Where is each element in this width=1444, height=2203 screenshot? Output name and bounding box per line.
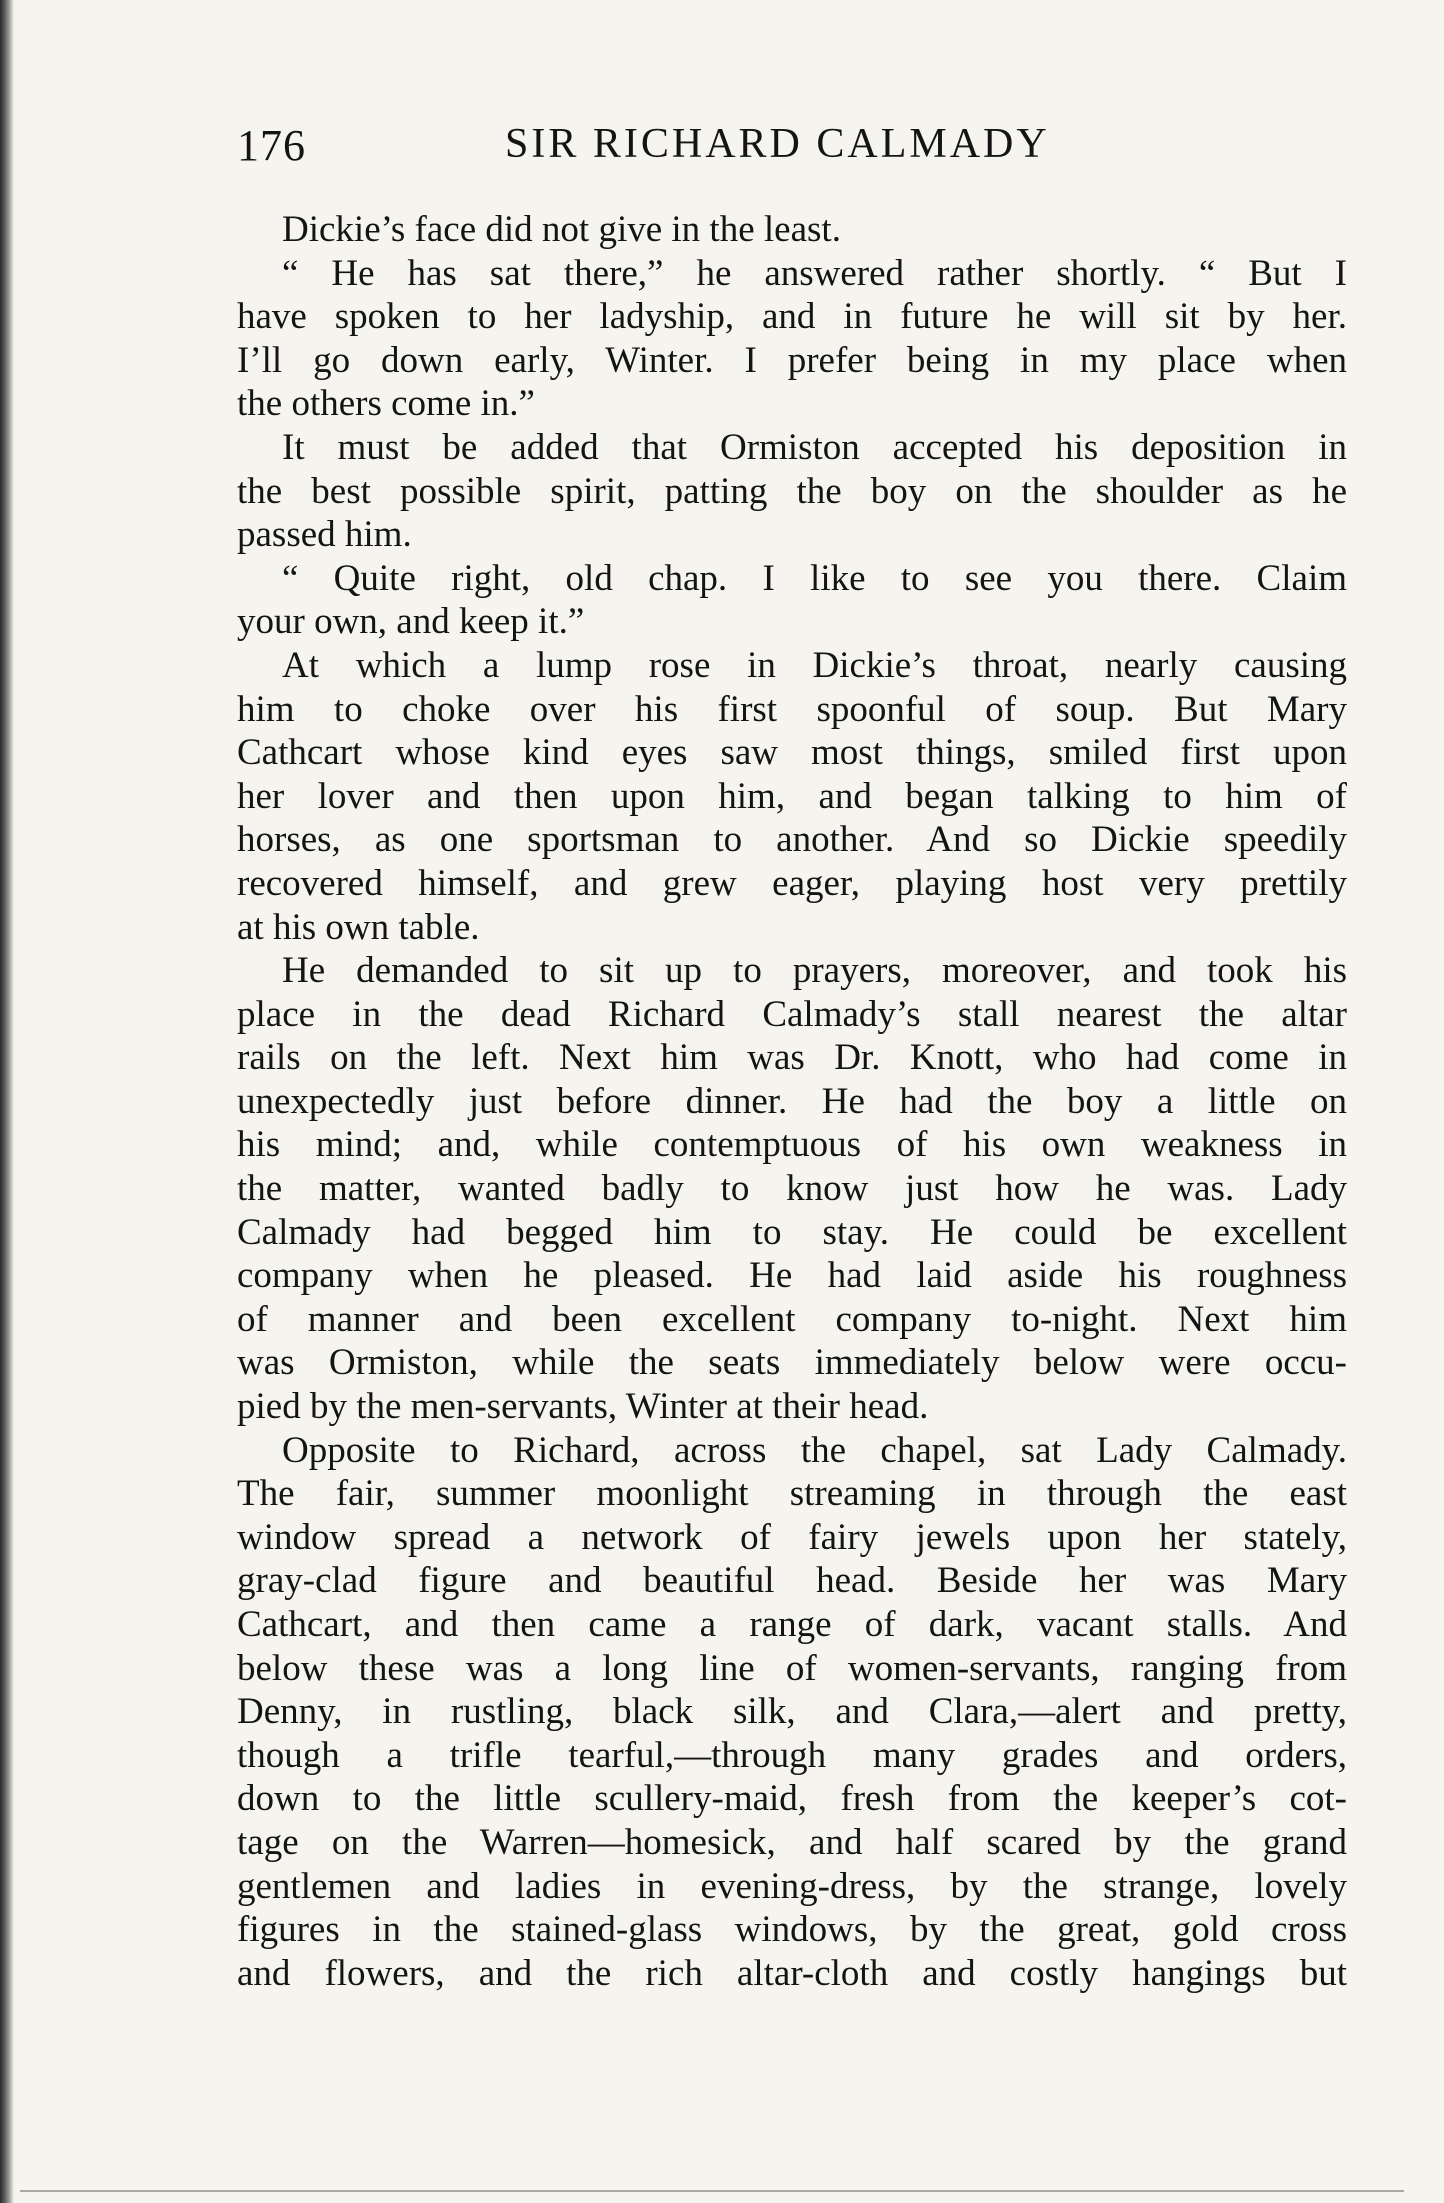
text-line: the matter, wanted badly to know just how he was. Lady xyxy=(237,1168,1347,1210)
text-line: tage on the Warren—homesick, and half scared by the grand xyxy=(237,1821,1347,1863)
text-line: It must be added that Ormiston accepted his deposition in xyxy=(282,426,1347,468)
text-line: him to choke over his first spoonful of soup. But Mary xyxy=(237,688,1347,730)
body-text xyxy=(237,208,1347,1995)
text-line: pied by the men-servants, Winter at their head. xyxy=(237,1386,929,1428)
text-line: window spread a network of fairy jewels upon her stately, xyxy=(237,1516,1347,1558)
text-line: the others come in.” xyxy=(237,383,535,425)
text-line: He demanded to sit up to prayers, moreover, and took his xyxy=(282,950,1347,992)
text-line: “ Quite right, old chap. I like to see you there. Claim xyxy=(282,557,1347,599)
text-line: below these was a long line of women-servants, ranging from xyxy=(237,1647,1347,1689)
text-line: rails on the left. Next him was Dr. Knott, who had come in xyxy=(237,1037,1347,1079)
text-line: down to the little scullery-maid, fresh from the keeper’s cot- xyxy=(237,1778,1347,1820)
text-line: Opposite to Richard, across the chapel, sat Lady Calmady. xyxy=(282,1429,1347,1471)
page-bottom-edge xyxy=(20,2190,1404,2192)
text-line: Calmady had begged him to stay. He could be excellent xyxy=(237,1211,1347,1253)
text-line: “ He has sat there,” he answered rather shortly. “ But I xyxy=(282,252,1347,294)
text-line: Dickie’s face did not give in the least. xyxy=(282,209,841,250)
text-line: and flowers, and the rich altar-cloth and costly hangings but xyxy=(237,1952,1347,1994)
text-line: recovered himself, and grew eager, playing host very prettily xyxy=(237,862,1347,904)
text-line: have spoken to her ladyship, and in future he will sit by her. xyxy=(237,296,1347,338)
text-line: of manner and been excellent company to-night. Next him xyxy=(237,1298,1347,1340)
text-line: figures in the stained-glass windows, by the great, gold cross xyxy=(237,1909,1347,1951)
text-line: unexpectedly just before dinner. He had the boy a little on xyxy=(237,1080,1347,1122)
text-line: I’ll go down early, Winter. I prefer being in my place when xyxy=(237,339,1347,381)
text-line: at his own table. xyxy=(237,906,480,948)
text-line: passed him. xyxy=(237,514,412,556)
text-line: Cathcart whose kind eyes saw most things, smiled first upon xyxy=(237,732,1347,774)
text-line: was Ormiston, while the seats immediately below were occu- xyxy=(237,1342,1347,1384)
text-line: company when he pleased. He had laid aside his roughness xyxy=(237,1255,1347,1297)
text-line: place in the dead Richard Calmady’s stall nearest the altar xyxy=(237,993,1347,1035)
text-line: though a trifle tearful,—through many grades and orders, xyxy=(237,1734,1347,1776)
page-edge-shadow xyxy=(0,0,14,2203)
text-line: horses, as one sportsman to another. And so Dickie speedily xyxy=(237,819,1347,861)
text-line: her lover and then upon him, and began talking to him of xyxy=(237,775,1347,817)
text-line: At which a lump rose in Dickie’s throat, nearly causing xyxy=(282,644,1347,686)
text-line: Cathcart, and then came a range of dark, vacant stalls. And xyxy=(237,1604,1347,1645)
running-title: SIR RICHARD CALMADY xyxy=(505,121,1050,167)
page-number: 176 xyxy=(237,121,306,170)
text-line: his mind; and, while contemptuous of his own weakness in xyxy=(237,1124,1347,1166)
text-line: the best possible spirit, patting the boy on the shoulder as he xyxy=(237,470,1347,512)
text-line: your own, and keep it.” xyxy=(237,601,585,643)
text-line: gentlemen and ladies in evening-dress, by the strange, lovely xyxy=(237,1865,1347,1907)
text-line: gray-clad figure and beautiful head. Beside her was Mary xyxy=(237,1560,1347,1602)
running-header xyxy=(237,120,1347,180)
text-line: The fair, summer moonlight streaming in through the east xyxy=(237,1473,1347,1515)
text-line: Denny, in rustling, black silk, and Clara,—alert and pretty, xyxy=(237,1691,1347,1733)
